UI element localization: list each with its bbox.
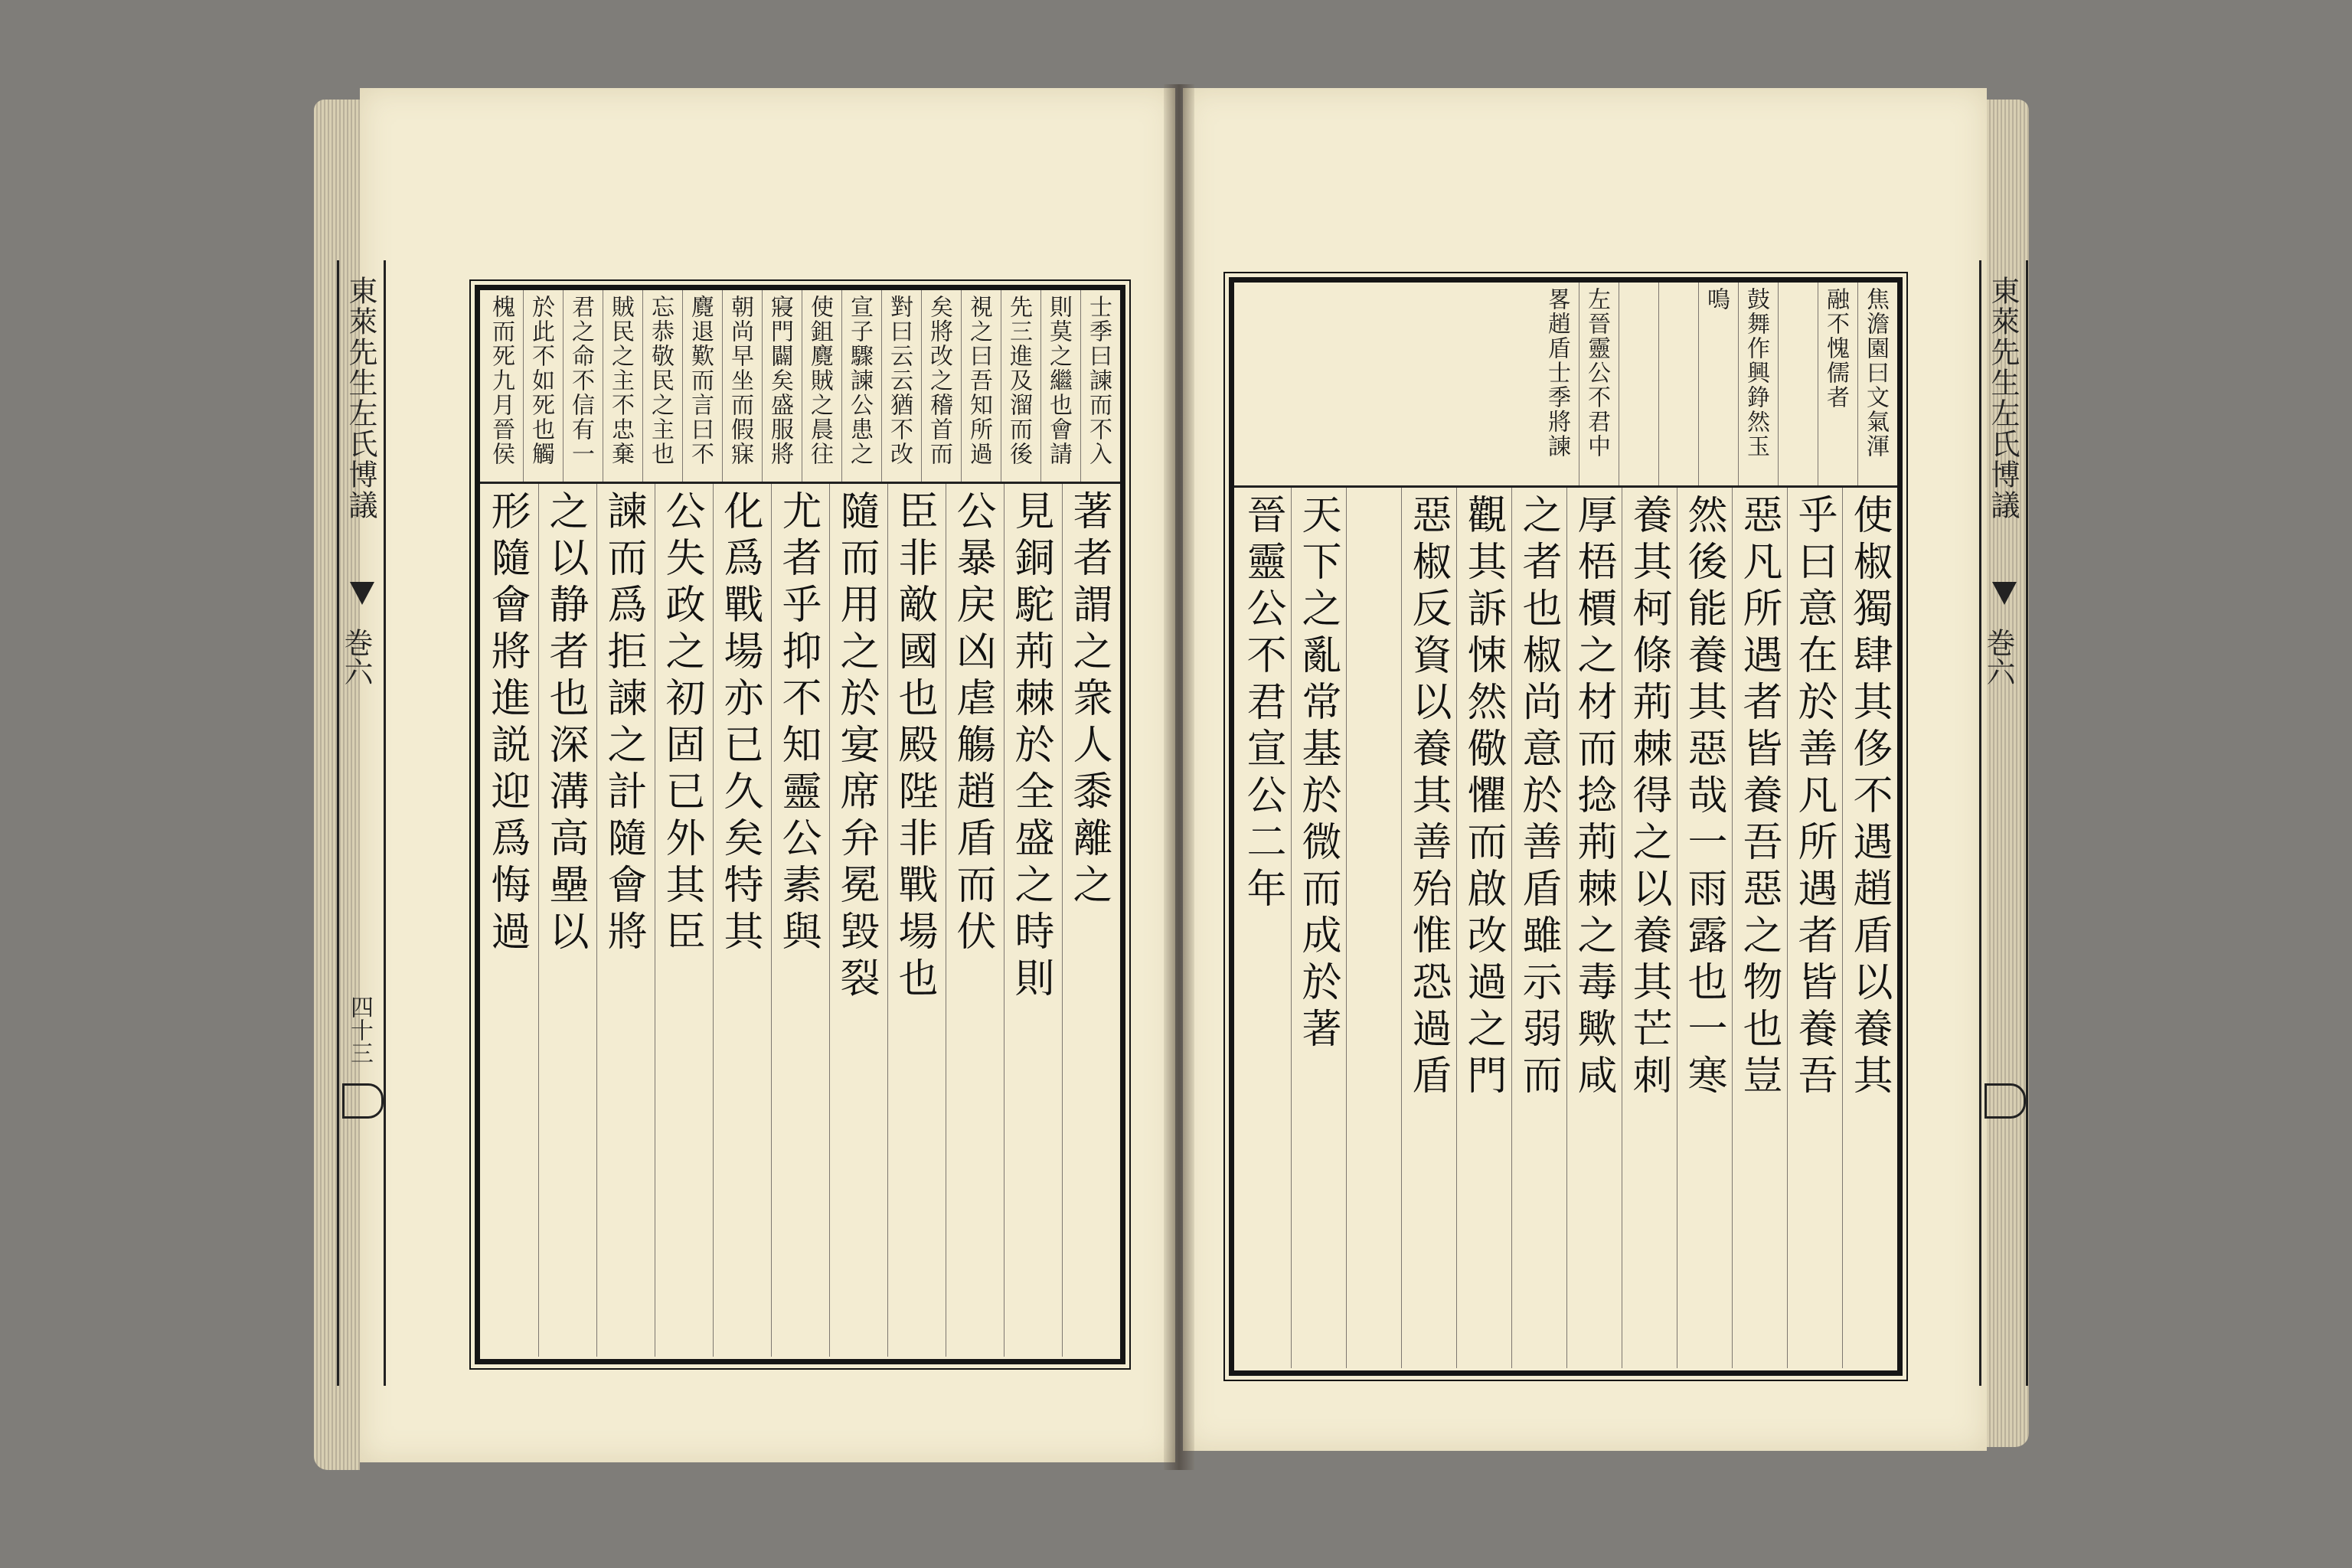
column-rule <box>1511 488 1512 1368</box>
column-rule <box>682 290 683 482</box>
main-text-column: 厚梧檟之材而捻荊棘之毒歟咸 <box>1570 494 1616 1101</box>
commentary-column: 朝尚早坐而假寐 <box>727 295 753 466</box>
left-main-text <box>480 484 1120 1357</box>
column-rule <box>1401 488 1402 1368</box>
commentary-column: 宣子驟諫公患之 <box>846 295 873 466</box>
commentary-column: 忘恭敬民之主也 <box>647 295 674 466</box>
main-text-column: 然後能養其惡哉一雨露也一寒 <box>1681 494 1726 1101</box>
main-text-column: 晉靈公不君宣公二年 <box>1240 494 1285 914</box>
folio-number: 四十三 <box>346 995 373 1064</box>
fore-edge-mark-right <box>1984 1083 2026 1119</box>
commentary-column: 君之命不信有一 <box>567 295 594 466</box>
main-text-column: 尤者乎抑不知靈公素與 <box>775 490 821 957</box>
main-text-column: 公失政之初固已外其臣 <box>658 490 704 957</box>
book-gutter <box>1164 84 1194 1470</box>
fish-tail-mark <box>1992 582 2017 605</box>
commentary-column: 士季曰諫而不入 <box>1085 295 1112 466</box>
main-text-column: 乎曰意在於善凡所遇者皆養吾 <box>1791 494 1837 1101</box>
commentary-column: 對曰云云猶不改 <box>886 295 913 466</box>
main-text-column: 形隨會將進説迎爲悔過 <box>484 490 530 957</box>
commentary-column: 使鉏麑賊之晨往 <box>806 295 833 466</box>
column-rule <box>1778 283 1779 485</box>
column-rule <box>961 290 962 482</box>
column-rule <box>1857 283 1858 485</box>
column-rule <box>841 290 842 482</box>
main-text-column: 公暴戻凶虐觴趙盾而伏 <box>949 490 995 957</box>
column-rule <box>1456 488 1457 1368</box>
main-text-column: 使椒獨肆其侈不遇趙盾以養其 <box>1846 494 1892 1101</box>
right-main-text <box>1234 488 1897 1368</box>
fore-edge-mark-left <box>342 1083 384 1119</box>
column-rule <box>1080 290 1081 482</box>
commentary-column: 鼓舞作興錚然玉 <box>1743 287 1769 459</box>
column-rule <box>771 484 772 1357</box>
column-rule <box>921 290 922 482</box>
column-rule <box>881 290 882 482</box>
column-rule <box>887 484 888 1357</box>
column-rule <box>523 290 524 482</box>
left-commentary-band <box>480 290 1120 484</box>
column-rule <box>1062 484 1063 1357</box>
commentary-column: 麑退歎而言曰不 <box>687 295 714 466</box>
column-rule <box>713 484 714 1357</box>
commentary-column: 視之曰吾知所過 <box>965 295 992 466</box>
column-rule <box>762 290 763 482</box>
commentary-column: 槐而死九月晉侯 <box>488 295 514 466</box>
main-text-column: 諫而爲拒諫之計隨會將 <box>600 490 646 957</box>
main-text-column: 天下之亂常基於微而成於著 <box>1295 494 1341 1054</box>
main-text-column: 之以静者也深溝高壘以 <box>542 490 588 957</box>
commentary-column: 賊民之主不忠棄 <box>607 295 634 466</box>
main-text-column: 惡凡所遇者皆養吾惡之物也豈 <box>1736 494 1782 1101</box>
left-fore-edge <box>337 260 386 1386</box>
commentary-column: 融不愧儒者 <box>1822 287 1849 410</box>
main-text-column: 惡椒反資以養其善殆惟恐過盾 <box>1405 494 1451 1101</box>
column-rule <box>1040 290 1041 482</box>
commentary-column: 畧趙盾士季將諫 <box>1544 287 1570 459</box>
column-rule <box>1658 283 1659 485</box>
commentary-column: 先三進及溜而後 <box>1005 295 1032 466</box>
column-rule <box>538 484 539 1357</box>
column-rule <box>1787 488 1788 1368</box>
commentary-column: 則莫之繼也會請 <box>1045 295 1072 466</box>
main-text-column: 觀其訴悚然儆懼而啟改過之門 <box>1460 494 1506 1101</box>
column-rule <box>1291 488 1292 1368</box>
column-rule <box>596 484 597 1357</box>
commentary-column: 左晉靈公不君中 <box>1583 287 1610 459</box>
column-rule <box>1732 488 1733 1368</box>
column-rule <box>642 290 643 482</box>
right-commentary-band <box>1234 283 1897 488</box>
main-text-column: 化爲戰場亦已久矣特其 <box>717 490 763 957</box>
main-text-column: 見銅駝荊棘於全盛之時則 <box>1008 490 1054 1004</box>
running-title-right: 東萊先生左氏博議 <box>1986 276 2020 521</box>
commentary-column: 焦澹園曰文氣渾 <box>1862 287 1889 459</box>
main-text-column: 隨而用之於宴席弁冕毀裂 <box>833 490 879 1004</box>
commentary-column: 矣將改之稽首而 <box>926 295 952 466</box>
commentary-column: 鳴 <box>1703 287 1730 312</box>
main-text-column: 著者謂之衆人黍離之 <box>1066 490 1112 910</box>
commentary-column: 寢門闢矣盛服將 <box>766 295 793 466</box>
column-rule <box>1842 488 1843 1368</box>
main-text-column: 臣非敵國也殿陛非戰場也 <box>891 490 937 1004</box>
column-rule <box>829 484 830 1357</box>
column-rule <box>1566 488 1567 1368</box>
right-fore-edge <box>1979 260 2028 1386</box>
column-rule <box>1698 283 1699 485</box>
column-rule <box>1738 283 1739 485</box>
column-rule <box>563 290 564 482</box>
running-title-left: 東萊先生左氏博議 <box>344 276 377 521</box>
fish-tail-mark <box>350 582 374 605</box>
column-rule <box>1346 488 1347 1368</box>
volume-label-right: 巻六 <box>1981 628 2015 686</box>
main-text-column: 養其柯條荊棘得之以養其芒刺 <box>1625 494 1671 1101</box>
volume-label-left: 巻六 <box>339 628 373 686</box>
column-rule <box>722 290 723 482</box>
main-text-column: 之者也椒尚意於善盾雖示弱而 <box>1515 494 1561 1101</box>
commentary-column: 於此不如死也觸 <box>528 295 554 466</box>
